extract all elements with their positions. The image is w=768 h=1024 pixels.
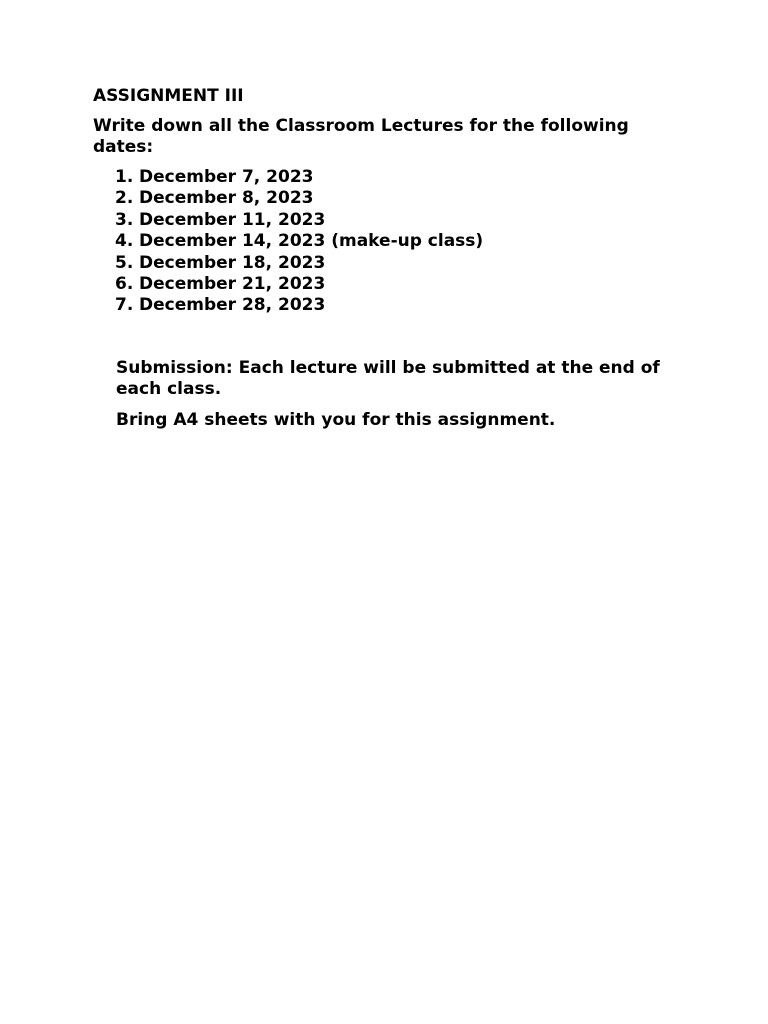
instructions-text: Write down all the Classroom Lectures for the following dates:	[93, 116, 629, 157]
list-item	[115, 231, 693, 252]
list-item-date: December 8, 2023	[139, 188, 314, 209]
list-item-number: 1.	[115, 167, 134, 187]
list-item-number: 2.	[115, 188, 134, 209]
submission-notes	[116, 358, 696, 431]
list-item	[115, 167, 693, 188]
list-item-number: 7.	[115, 295, 134, 316]
list-item	[115, 188, 693, 209]
list-item-date: December 7, 2023	[139, 167, 314, 187]
list-item-number: 6.	[115, 274, 134, 295]
submission-note: Submission: Each lecture will be submitted at the end of each class.	[116, 357, 660, 399]
list-item	[115, 274, 693, 295]
list-item-date: December 21, 2023	[139, 274, 326, 295]
list-item-number: 4.	[115, 231, 134, 252]
assignment-title: ASSIGNMENT III	[93, 86, 244, 106]
list-item-date: December 14, 2023 (make-up class)	[139, 231, 484, 252]
list-item-date: December 11, 2023	[139, 209, 326, 230]
document-page	[93, 86, 693, 431]
materials-note: Bring A4 sheets with you for this assignment.	[116, 409, 556, 430]
list-item-number: 5.	[115, 252, 134, 273]
list-item-number: 3.	[115, 209, 134, 230]
list-item-date: December 18, 2023	[139, 252, 326, 273]
list-item-date: December 28, 2023	[139, 295, 326, 316]
list-item	[115, 253, 693, 274]
lecture-dates-list	[93, 167, 693, 317]
list-item	[115, 210, 693, 231]
list-item	[115, 295, 693, 316]
